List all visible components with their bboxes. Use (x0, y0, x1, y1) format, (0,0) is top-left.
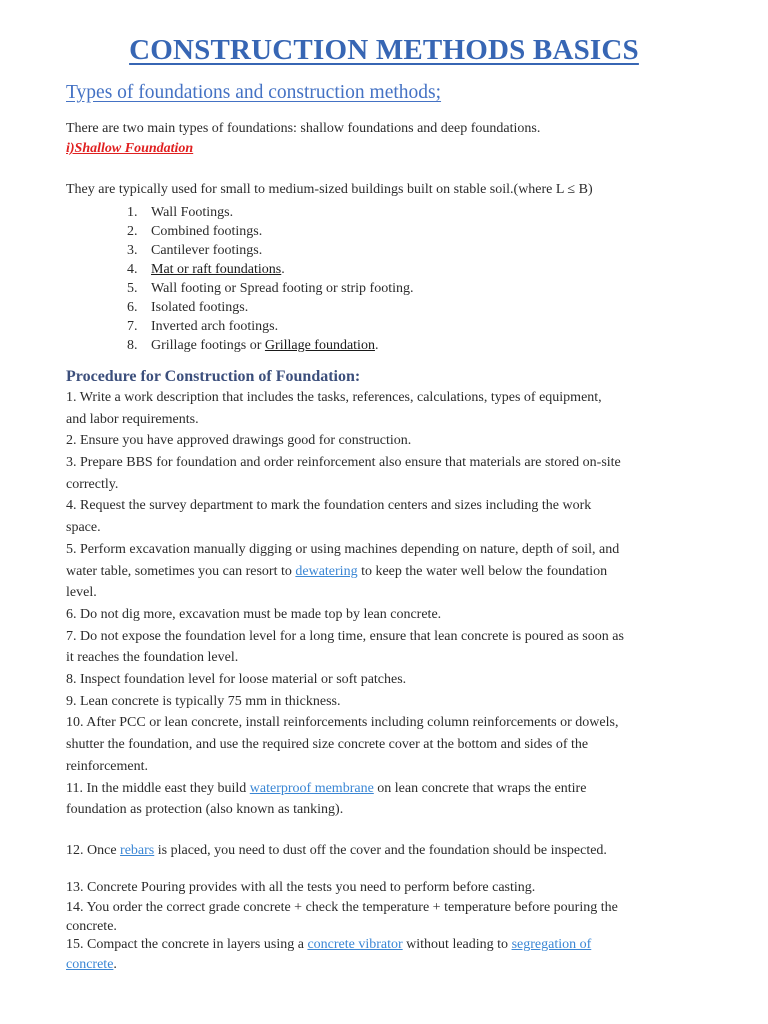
section-heading: Types of foundations and construction methods; (66, 82, 442, 103)
step-line: and labor requirements. (66, 412, 199, 427)
step-line: 13. Concrete Pouring provides with all the tests you need to perform before casting. (66, 880, 536, 895)
step-line: concrete. (66, 919, 117, 934)
step-line: water table, sometimes you can resort to dewatering to keep the water well below the foundation (66, 564, 608, 579)
dewatering-link[interactable]: dewatering (295, 564, 358, 579)
list-item: 1. Wall Footings. (127, 205, 234, 220)
step-line: 14. You order the correct grade concrete + check the temperature + temperature before pouring the (66, 900, 618, 915)
list-item: 7. Inverted arch footings. (127, 319, 279, 334)
step-line: 8. Inspect foundation level for loose material or soft patches. (66, 672, 407, 687)
usage-paragraph: They are typically used for small to medium-sized buildings built on stable soil.(where L ≤ B) (66, 182, 593, 197)
step-line: concrete. (66, 957, 117, 972)
list-item: 2. Combined footings. (127, 224, 263, 239)
step-line: 12. Once rebars is placed, you need to dust off the cover and the foundation should be inspected. (66, 843, 607, 858)
step-line: shutter the foundation, and use the required size concrete cover at the bottom and sides of the (66, 737, 589, 752)
step-line: space. (66, 520, 101, 535)
step-line: 9. Lean concrete is typically 75 mm in thickness. (66, 694, 341, 709)
step-line: 4. Request the survey department to mark the foundation centers and sizes including the work (66, 498, 592, 513)
step-line: level. (66, 585, 97, 600)
list-item: 3. Cantilever footings. (127, 243, 263, 258)
footing-types-list (127, 203, 414, 355)
step-line: 11. In the middle east they build waterproof membrane on lean concrete that wraps the entire (66, 781, 587, 796)
step-line: 5. Perform excavation manually digging or using machines depending on nature, depth of soil, and (66, 542, 620, 557)
list-item: 6. Isolated footings. (127, 300, 249, 315)
step-line: 6. Do not dig more, excavation must be made top by lean concrete. (66, 607, 442, 622)
procedure-heading: Procedure for Construction of Foundation: (66, 368, 361, 385)
rebars-link[interactable]: rebars (120, 843, 155, 858)
list-item: 5. Wall footing or Spread footing or strip footing. (127, 281, 414, 296)
list-item: 8. Grillage footings or Grillage foundation. (127, 338, 379, 353)
step-line: 7. Do not expose the foundation level for a long time, ensure that lean concrete is poured as soon as (66, 629, 624, 644)
step-line: reinforcement. (66, 759, 149, 774)
step-line: 3. Prepare BBS for foundation and order reinforcement also ensure that materials are stored on-site (66, 455, 621, 470)
step-line: 1. Write a work description that includes the tasks, references, calculations, types of equipment, (66, 390, 602, 405)
waterproof-membrane-link[interactable]: waterproof membrane (249, 781, 374, 796)
concrete-vibrator-link[interactable]: concrete vibrator (307, 937, 403, 952)
step-line: 2. Ensure you have approved drawings good for construction. (66, 433, 412, 448)
step-line: foundation as protection (also known as tanking). (66, 802, 344, 817)
mat-raft-foundations-link[interactable]: Mat or raft foundations (151, 262, 282, 277)
step-line: 10. After PCC or lean concrete, install reinforcements including column reinforcements or dowels, (66, 715, 619, 730)
list-item: 4. Mat or raft foundations. (127, 262, 285, 277)
grillage-foundation-link[interactable]: Grillage foundation (264, 338, 375, 353)
shallow-foundation-heading: i)Shallow Foundation (66, 141, 194, 156)
page-title: CONSTRUCTION METHODS BASICS (129, 34, 639, 66)
step-line: correctly. (66, 477, 119, 492)
segregation-of-concrete-link-cont[interactable]: concrete (66, 957, 114, 972)
intro-paragraph: There are two main types of foundations: shallow foundations and deep foundations. (66, 121, 541, 136)
step-line: it reaches the foundation level. (66, 650, 239, 665)
segregation-of-concrete-link[interactable]: segregation of (511, 937, 592, 952)
step-line: 15. Compact the concrete in layers using a concrete vibrator without leading to segregation of (66, 937, 592, 952)
